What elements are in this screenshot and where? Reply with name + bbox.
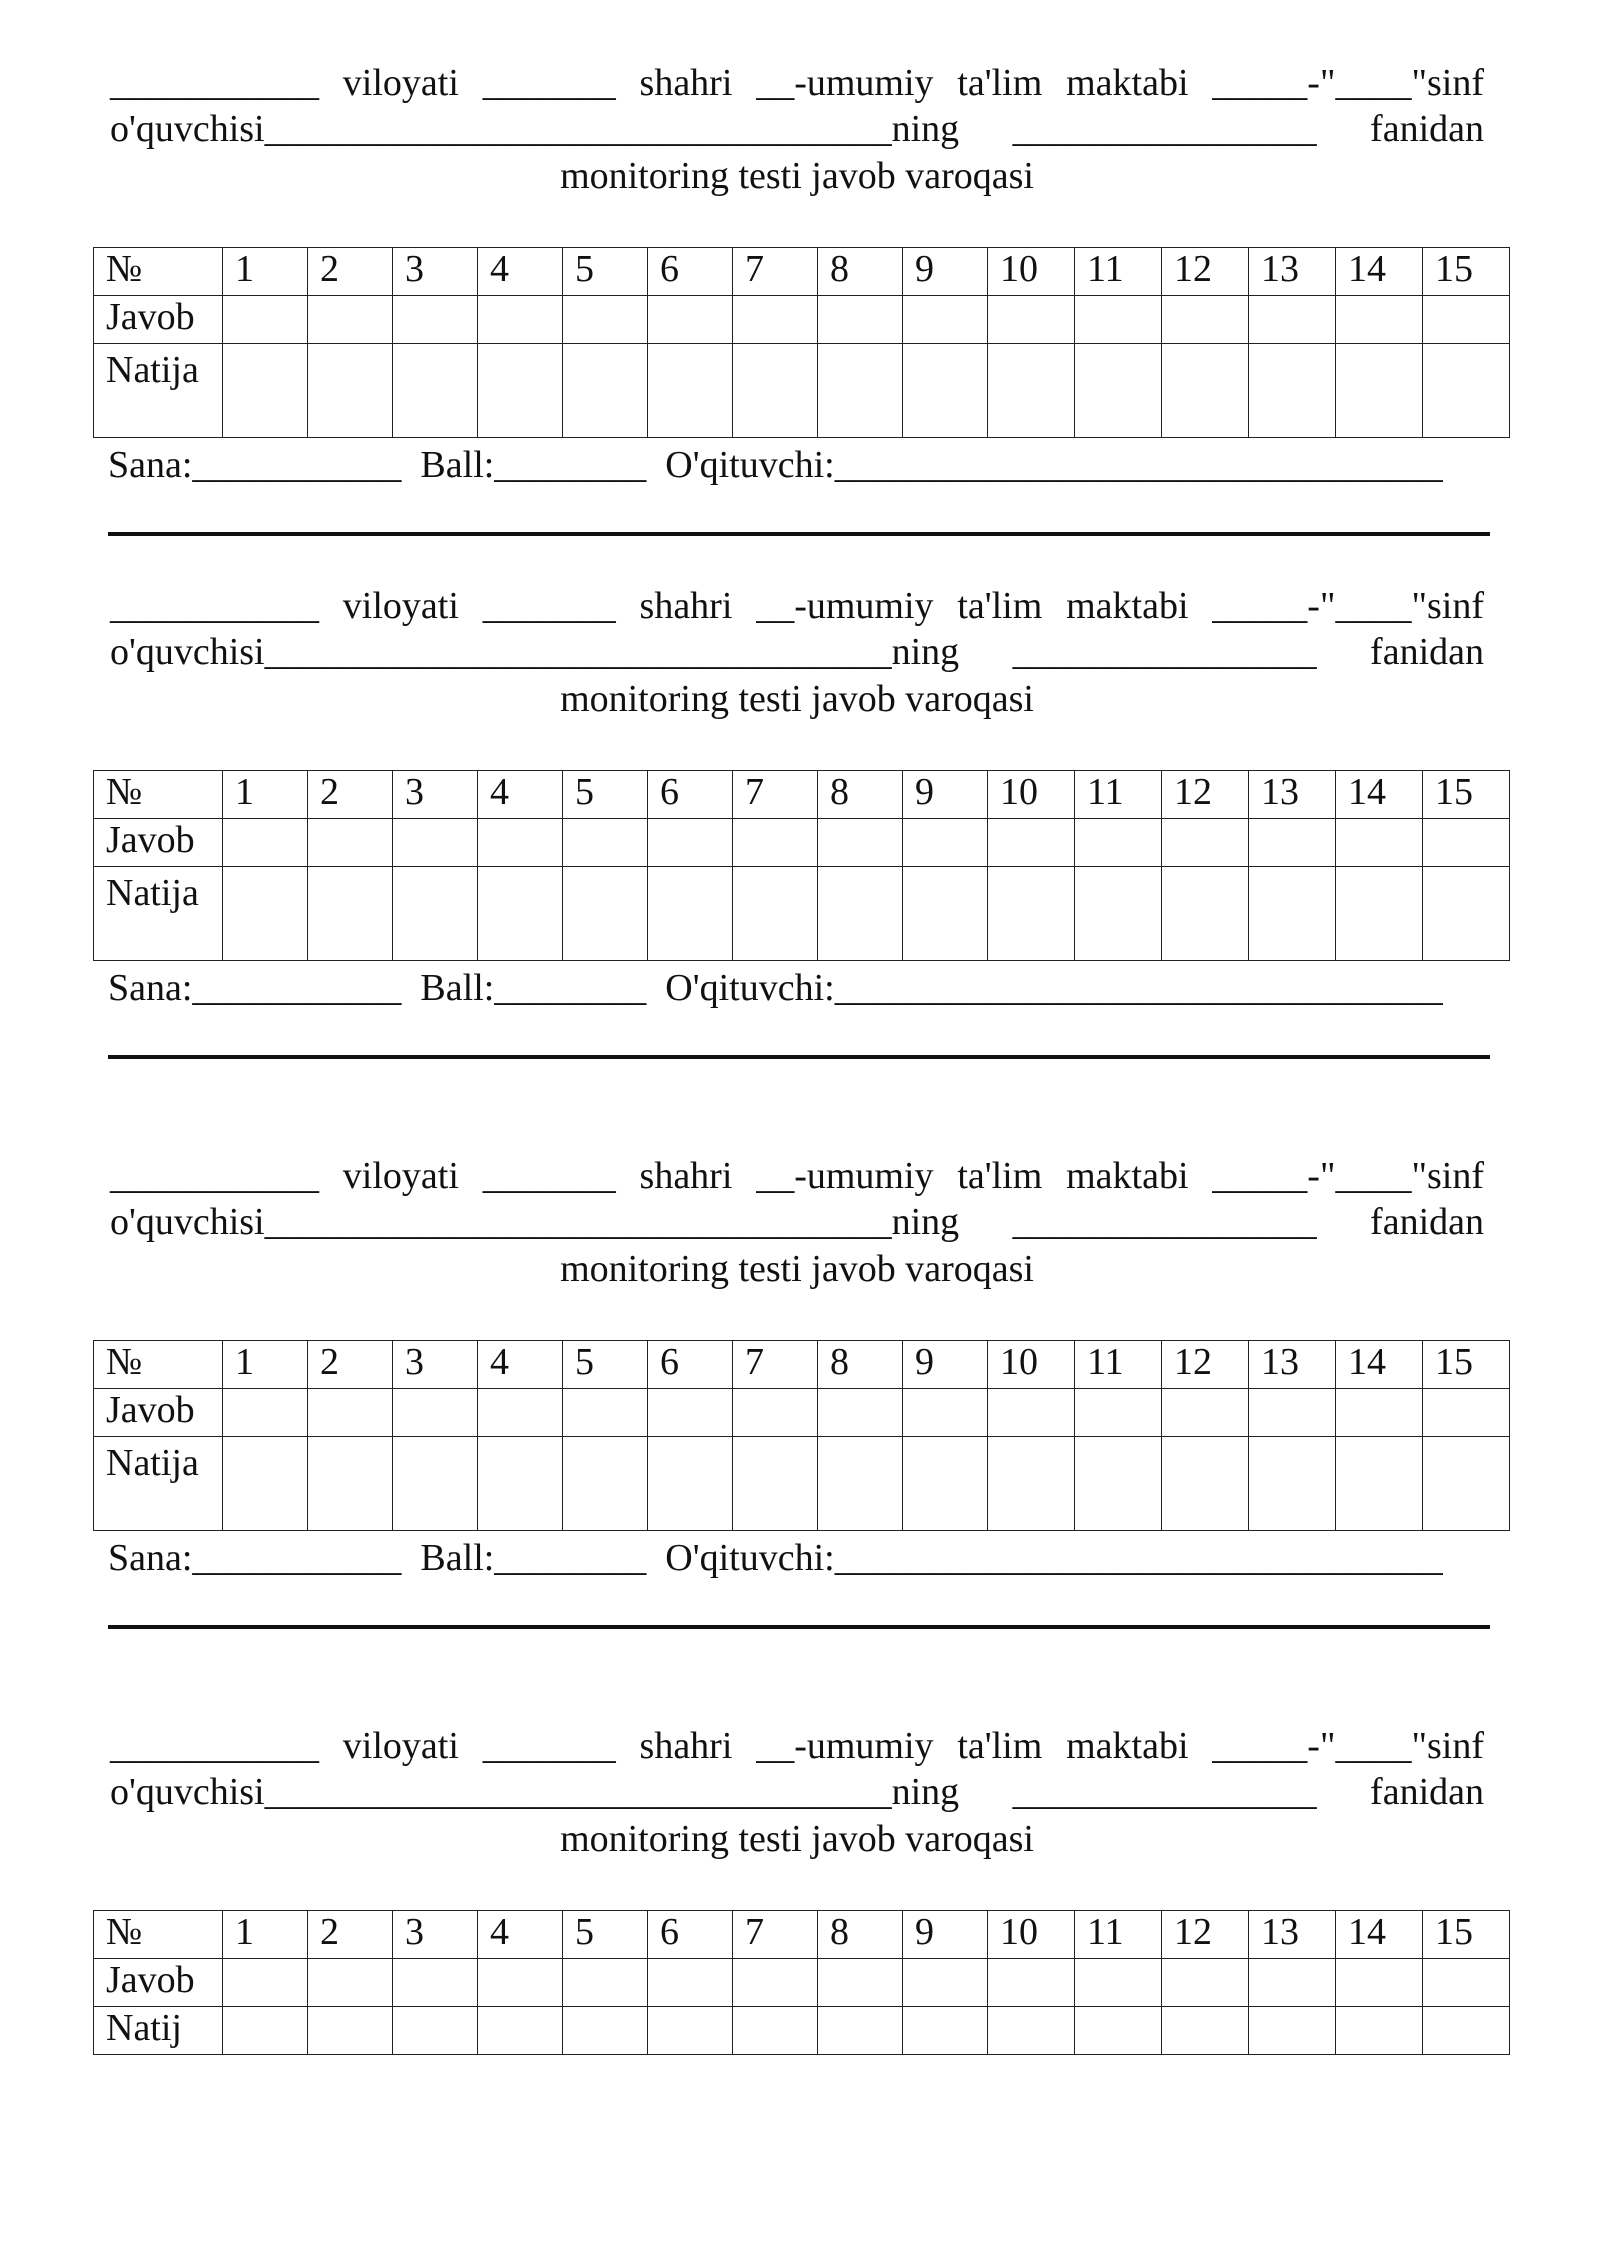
column-number: 6: [648, 1911, 733, 1959]
answer-cell[interactable]: [563, 819, 648, 867]
result-cell[interactable]: [1336, 344, 1423, 438]
column-number: 2: [308, 771, 393, 819]
answer-cell[interactable]: [903, 819, 988, 867]
column-number: 9: [903, 1911, 988, 1959]
number-label: №: [94, 771, 223, 819]
column-number: 9: [903, 248, 988, 296]
result-cell[interactable]: [563, 2007, 648, 2055]
column-number: 5: [563, 1911, 648, 1959]
answer-cell[interactable]: [988, 296, 1075, 344]
answer-cell[interactable]: [563, 1389, 648, 1437]
result-cell[interactable]: [648, 1437, 733, 1531]
answer-cell[interactable]: [1162, 819, 1249, 867]
result-cell[interactable]: [733, 344, 818, 438]
answer-cell[interactable]: [648, 296, 733, 344]
result-label: Natija: [94, 1437, 223, 1531]
answer-cell[interactable]: [478, 1389, 563, 1437]
answer-cell[interactable]: [648, 1959, 733, 2007]
number-row: [94, 248, 1510, 296]
answer-row: [94, 819, 1510, 867]
column-number: 15: [1423, 248, 1510, 296]
result-cell[interactable]: [1162, 1437, 1249, 1531]
result-cell[interactable]: [308, 344, 393, 438]
column-number: 13: [1249, 1911, 1336, 1959]
column-number: 4: [478, 1911, 563, 1959]
answer-cell[interactable]: [223, 296, 308, 344]
column-number: 4: [478, 771, 563, 819]
answer-cell[interactable]: [903, 1389, 988, 1437]
answer-cell[interactable]: [563, 296, 648, 344]
answer-cell[interactable]: [1162, 296, 1249, 344]
answer-cell[interactable]: [563, 1959, 648, 2007]
result-cell[interactable]: [478, 867, 563, 961]
result-cell[interactable]: [818, 344, 903, 438]
answer-cell[interactable]: [393, 819, 478, 867]
result-cell[interactable]: [1336, 1437, 1423, 1531]
answer-label: Javob: [94, 1959, 223, 2007]
result-cell[interactable]: [988, 867, 1075, 961]
column-number: 12: [1162, 771, 1249, 819]
answer-cell[interactable]: [308, 819, 393, 867]
column-number: 1: [223, 1911, 308, 1959]
column-number: 13: [1249, 248, 1336, 296]
result-cell[interactable]: [308, 867, 393, 961]
column-number: 7: [733, 1341, 818, 1389]
footer-signature-line: Sana:___________ Ball:________ O'qituvchi:________________________________: [108, 1537, 1443, 1579]
column-number: 14: [1336, 1341, 1423, 1389]
result-cell[interactable]: [1336, 2007, 1423, 2055]
answer-cell[interactable]: [478, 819, 563, 867]
result-cell[interactable]: [818, 2007, 903, 2055]
column-number: 3: [393, 1341, 478, 1389]
result-cell[interactable]: [1075, 867, 1162, 961]
column-number: 15: [1423, 1911, 1510, 1959]
answer-cell[interactable]: [1423, 1389, 1510, 1437]
result-cell[interactable]: [733, 1437, 818, 1531]
answer-label: Javob: [94, 296, 223, 344]
footer-signature-line: Sana:___________ Ball:________ O'qituvchi:________________________________: [108, 444, 1443, 486]
column-number: 11: [1075, 771, 1162, 819]
column-number: 2: [308, 1341, 393, 1389]
answer-cell[interactable]: [648, 1389, 733, 1437]
result-cell[interactable]: [903, 344, 988, 438]
answer-cell[interactable]: [1075, 1959, 1162, 2007]
answer-cell[interactable]: [308, 296, 393, 344]
result-cell[interactable]: [903, 1437, 988, 1531]
header-line-title: monitoring testi javob varoqasi: [560, 678, 1034, 720]
separator-rule: [108, 532, 1490, 536]
answer-cell[interactable]: [1075, 1389, 1162, 1437]
column-number: 10: [988, 1911, 1075, 1959]
result-row: [94, 1437, 1510, 1531]
column-number: 5: [563, 248, 648, 296]
result-cell[interactable]: [223, 867, 308, 961]
column-number: 4: [478, 248, 563, 296]
answer-cell[interactable]: [1423, 1959, 1510, 2007]
answer-table: [93, 770, 1510, 961]
answer-row: [94, 296, 1510, 344]
answer-cell[interactable]: [1162, 1389, 1249, 1437]
column-number: 11: [1075, 1341, 1162, 1389]
column-number: 3: [393, 1911, 478, 1959]
answer-cell[interactable]: [1336, 296, 1423, 344]
answer-cell[interactable]: [903, 1959, 988, 2007]
header-line-student: o'quvchisi_________________________________ning ________________ fanidan: [110, 108, 1484, 150]
column-number: 3: [393, 248, 478, 296]
answer-cell[interactable]: [1336, 819, 1423, 867]
answer-cell[interactable]: [733, 1959, 818, 2007]
number-label: №: [94, 1911, 223, 1959]
result-cell[interactable]: [903, 867, 988, 961]
column-number: 8: [818, 1341, 903, 1389]
answer-cell[interactable]: [818, 1389, 903, 1437]
answer-cell[interactable]: [733, 819, 818, 867]
result-cell[interactable]: [1336, 867, 1423, 961]
answer-cell[interactable]: [393, 1389, 478, 1437]
column-number: 6: [648, 771, 733, 819]
answer-cell[interactable]: [1423, 296, 1510, 344]
result-cell[interactable]: [1249, 1437, 1336, 1531]
answer-cell[interactable]: [818, 819, 903, 867]
column-number: 1: [223, 771, 308, 819]
column-number: 2: [308, 248, 393, 296]
result-cell[interactable]: [223, 344, 308, 438]
answer-cell[interactable]: [733, 1389, 818, 1437]
column-number: 11: [1075, 248, 1162, 296]
result-cell[interactable]: [308, 1437, 393, 1531]
column-number: 7: [733, 771, 818, 819]
answer-label: Javob: [94, 1389, 223, 1437]
result-cell[interactable]: [223, 1437, 308, 1531]
result-row: [94, 344, 1510, 438]
answer-label: Javob: [94, 819, 223, 867]
column-number: 1: [223, 1341, 308, 1389]
result-cell[interactable]: [1075, 1437, 1162, 1531]
answer-cell[interactable]: [1249, 296, 1336, 344]
answer-table: [93, 247, 1510, 438]
column-number: 14: [1336, 248, 1423, 296]
column-number: 12: [1162, 1911, 1249, 1959]
result-cell[interactable]: [393, 867, 478, 961]
footer-signature-line: Sana:___________ Ball:________ O'qituvchi:________________________________: [108, 967, 1443, 1009]
answer-cell[interactable]: [988, 819, 1075, 867]
column-number: 8: [818, 771, 903, 819]
column-number: 8: [818, 248, 903, 296]
result-cell[interactable]: [478, 344, 563, 438]
column-number: 3: [393, 771, 478, 819]
answer-cell[interactable]: [1249, 819, 1336, 867]
answer-cell[interactable]: [223, 819, 308, 867]
column-number: 1: [223, 248, 308, 296]
answer-cell[interactable]: [1162, 1959, 1249, 2007]
column-number: 10: [988, 248, 1075, 296]
answer-table: [93, 1340, 1510, 1531]
result-cell[interactable]: [308, 2007, 393, 2055]
result-cell[interactable]: [223, 2007, 308, 2055]
column-number: 2: [308, 1911, 393, 1959]
header-line-student: o'quvchisi_________________________________ning ________________ fanidan: [110, 1771, 1484, 1813]
column-number: 5: [563, 771, 648, 819]
answer-cell[interactable]: [988, 1389, 1075, 1437]
column-number: 13: [1249, 771, 1336, 819]
result-cell[interactable]: [393, 2007, 478, 2055]
number-label: №: [94, 248, 223, 296]
result-cell[interactable]: [988, 2007, 1075, 2055]
result-cell[interactable]: [648, 344, 733, 438]
answer-cell[interactable]: [903, 296, 988, 344]
number-label: №: [94, 1341, 223, 1389]
result-cell[interactable]: [1162, 2007, 1249, 2055]
number-row: [94, 1341, 1510, 1389]
result-cell[interactable]: [648, 2007, 733, 2055]
result-cell[interactable]: [1075, 2007, 1162, 2055]
header-line-title: monitoring testi javob varoqasi: [560, 1248, 1034, 1290]
header-line-title: monitoring testi javob varoqasi: [560, 1818, 1034, 1860]
answer-cell[interactable]: [1249, 1959, 1336, 2007]
column-number: 13: [1249, 1341, 1336, 1389]
number-row: [94, 771, 1510, 819]
answer-cell[interactable]: [988, 1959, 1075, 2007]
result-cell[interactable]: [1423, 2007, 1510, 2055]
result-cell[interactable]: [393, 1437, 478, 1531]
result-cell[interactable]: [563, 1437, 648, 1531]
result-cell[interactable]: [818, 867, 903, 961]
result-cell[interactable]: [1249, 344, 1336, 438]
result-cell[interactable]: [988, 1437, 1075, 1531]
column-number: 6: [648, 1341, 733, 1389]
answer-cell[interactable]: [1075, 819, 1162, 867]
answer-cell[interactable]: [1423, 819, 1510, 867]
column-number: 4: [478, 1341, 563, 1389]
result-cell[interactable]: [563, 344, 648, 438]
answer-cell[interactable]: [818, 296, 903, 344]
result-label: Natija: [94, 344, 223, 438]
answer-row: [94, 1959, 1510, 2007]
column-number: 12: [1162, 1341, 1249, 1389]
answer-cell[interactable]: [393, 1959, 478, 2007]
result-cell[interactable]: [1075, 344, 1162, 438]
header-line-student: o'quvchisi_________________________________ning ________________ fanidan: [110, 1201, 1484, 1243]
result-cell[interactable]: [478, 2007, 563, 2055]
answer-cell[interactable]: [1336, 1389, 1423, 1437]
answer-cell[interactable]: [1336, 1959, 1423, 2007]
answer-cell[interactable]: [733, 296, 818, 344]
answer-table: [93, 1910, 1510, 2055]
answer-cell[interactable]: [1075, 296, 1162, 344]
answer-cell[interactable]: [308, 1389, 393, 1437]
result-cell[interactable]: [648, 867, 733, 961]
answer-cell[interactable]: [478, 1959, 563, 2007]
answer-cell[interactable]: [223, 1389, 308, 1437]
result-cell[interactable]: [1249, 867, 1336, 961]
result-cell[interactable]: [1423, 344, 1510, 438]
header-line-region: ___________ viloyati _______ shahri __-umumiy ta'lim maktabi _____-"____"sinf: [110, 1155, 1484, 1197]
header-line-region: ___________ viloyati _______ shahri __-umumiy ta'lim maktabi _____-"____"sinf: [110, 585, 1484, 627]
result-cell[interactable]: [733, 2007, 818, 2055]
header-line-region: ___________ viloyati _______ shahri __-umumiy ta'lim maktabi _____-"____"sinf: [110, 62, 1484, 104]
result-cell[interactable]: [1423, 1437, 1510, 1531]
header-line-region: ___________ viloyati _______ shahri __-umumiy ta'lim maktabi _____-"____"sinf: [110, 1725, 1484, 1767]
result-cell[interactable]: [393, 344, 478, 438]
result-row: [94, 867, 1510, 961]
answer-cell[interactable]: [818, 1959, 903, 2007]
column-number: 15: [1423, 1341, 1510, 1389]
answer-cell[interactable]: [478, 296, 563, 344]
header-line-student: o'quvchisi_________________________________ning ________________ fanidan: [110, 631, 1484, 673]
result-cell[interactable]: [1162, 344, 1249, 438]
column-number: 12: [1162, 248, 1249, 296]
column-number: 5: [563, 1341, 648, 1389]
answer-cell[interactable]: [393, 296, 478, 344]
result-cell[interactable]: [563, 867, 648, 961]
result-label: Natija: [94, 867, 223, 961]
column-number: 15: [1423, 771, 1510, 819]
separator-rule: [108, 1625, 1490, 1629]
answer-cell[interactable]: [1249, 1389, 1336, 1437]
column-number: 11: [1075, 1911, 1162, 1959]
result-cell[interactable]: [818, 1437, 903, 1531]
header-line-title: monitoring testi javob varoqasi: [560, 155, 1034, 197]
column-number: 7: [733, 248, 818, 296]
answer-cell[interactable]: [308, 1959, 393, 2007]
separator-rule: [108, 1055, 1490, 1059]
column-number: 10: [988, 771, 1075, 819]
column-number: 9: [903, 1341, 988, 1389]
result-cell[interactable]: [988, 344, 1075, 438]
column-number: 6: [648, 248, 733, 296]
column-number: 14: [1336, 771, 1423, 819]
column-number: 7: [733, 1911, 818, 1959]
answer-row: [94, 1389, 1510, 1437]
answer-cell[interactable]: [648, 819, 733, 867]
column-number: 14: [1336, 1911, 1423, 1959]
result-row: [94, 2007, 1510, 2055]
column-number: 9: [903, 771, 988, 819]
answer-cell[interactable]: [223, 1959, 308, 2007]
result-cell[interactable]: [478, 1437, 563, 1531]
number-row: [94, 1911, 1510, 1959]
result-label: Natij: [94, 2007, 223, 2055]
result-cell[interactable]: [903, 2007, 988, 2055]
result-cell[interactable]: [733, 867, 818, 961]
column-number: 8: [818, 1911, 903, 1959]
result-cell[interactable]: [1423, 867, 1510, 961]
column-number: 10: [988, 1341, 1075, 1389]
result-cell[interactable]: [1162, 867, 1249, 961]
result-cell[interactable]: [1249, 2007, 1336, 2055]
